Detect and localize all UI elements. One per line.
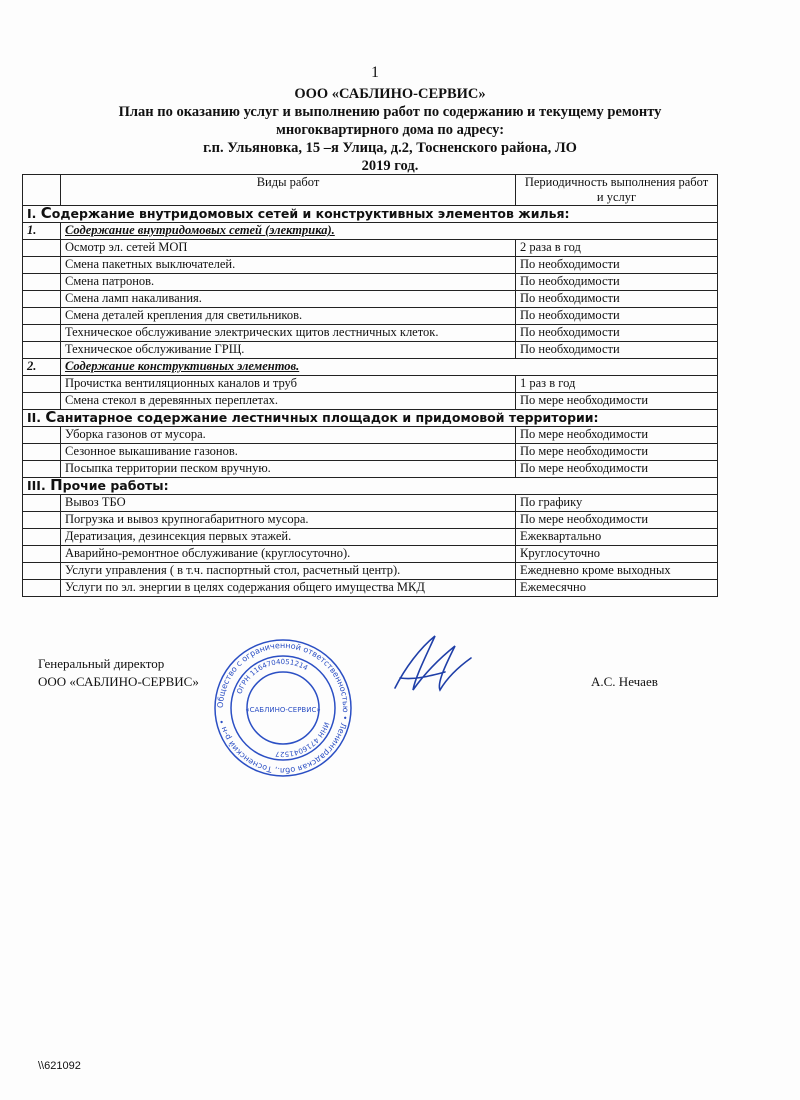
svg-text:«САБЛИНО-СЕРВИС»: «САБЛИНО-СЕРВИС» — [245, 706, 321, 714]
header-year: 2019 год. — [361, 158, 419, 174]
num-cell — [23, 291, 61, 308]
work-cell: Смена пакетных выключателей. — [61, 257, 516, 274]
section-row — [23, 478, 718, 495]
subsection-title: Содержание конструктивных элементов. — [61, 359, 718, 376]
period-cell: 1 раз в год — [516, 376, 718, 393]
page-number: 1 — [371, 64, 379, 81]
work-cell: Смена патронов. — [61, 274, 516, 291]
num-cell — [23, 546, 61, 563]
period-cell: По мере необходимости — [516, 393, 718, 410]
num-cell — [23, 376, 61, 393]
work-cell: Посыпка территории песком вручную. — [61, 461, 516, 478]
header-period-cell: Периодичность выполнения работ и услуг — [516, 175, 718, 206]
section-roman: I. — [27, 206, 37, 221]
table-row — [23, 376, 718, 393]
table-row — [23, 444, 718, 461]
period-cell: По мере необходимости — [516, 512, 718, 529]
work-cell: Уборка газонов от мусора. — [61, 427, 516, 444]
num-cell — [23, 274, 61, 291]
period-cell: Ежеквартально — [516, 529, 718, 546]
table-row — [23, 529, 718, 546]
company-stamp — [213, 638, 353, 778]
work-cell: Техническое обслуживание электрических щитов лестничных клеток. — [61, 325, 516, 342]
period-cell: По необходимости — [516, 325, 718, 342]
section-title-initial: С — [40, 205, 52, 222]
table-row — [23, 291, 718, 308]
table-row — [23, 461, 718, 478]
period-cell: По необходимости — [516, 274, 718, 291]
period-cell: Ежедневно кроме выходных — [516, 563, 718, 580]
section-row — [23, 410, 718, 427]
services-table — [22, 174, 718, 597]
signer-position: Генеральный директор — [38, 656, 165, 671]
header-line2: многоквартирного дома по адресу: — [275, 122, 505, 138]
table-row — [23, 325, 718, 342]
work-cell: Прочистка вентиляционных каналов и труб — [61, 376, 516, 393]
work-cell: Дератизация, дезинсекция первых этажей. — [61, 529, 516, 546]
header-company: ООО «САБЛИНО-СЕРВИС» — [294, 86, 486, 102]
table-row — [23, 393, 718, 410]
subsection-number: 2. — [23, 359, 61, 376]
num-cell — [23, 444, 61, 461]
period-cell: По необходимости — [516, 291, 718, 308]
subsection-title: Содержание внутридомовых сетей (электрика). — [61, 223, 718, 240]
period-cell: По необходимости — [516, 257, 718, 274]
num-cell — [23, 563, 61, 580]
header-work-cell: Виды работ — [61, 175, 516, 206]
period-cell: Ежемесячно — [516, 580, 718, 597]
table-row — [23, 563, 718, 580]
num-cell — [23, 393, 61, 410]
table-row — [23, 546, 718, 563]
work-cell: Вывоз ТБО — [61, 495, 516, 512]
work-cell: Услуги по эл. энергии в целях содержания общего имущества МКД — [61, 580, 516, 597]
period-cell: По мере необходимости — [516, 444, 718, 461]
table-row — [23, 512, 718, 529]
section-title — [23, 206, 718, 223]
num-cell — [23, 461, 61, 478]
table-row — [23, 580, 718, 597]
section-title-initial: П — [50, 477, 63, 494]
work-cell: Смена стекол в деревянных переплетах. — [61, 393, 516, 410]
work-cell: Погрузка и вывоз крупногабаритного мусора. — [61, 512, 516, 529]
section-roman: III. — [27, 478, 46, 493]
header-num-cell — [23, 175, 61, 206]
section-roman: II. — [27, 410, 42, 425]
subsection-row — [23, 359, 718, 376]
num-cell — [23, 529, 61, 546]
work-cell: Смена ламп накаливания. — [61, 291, 516, 308]
num-cell — [23, 240, 61, 257]
work-cell: Сезонное выкашивание газонов. — [61, 444, 516, 461]
section-title-rest: рочие работы: — [62, 478, 169, 493]
period-cell: Круглосуточно — [516, 546, 718, 563]
work-cell: Смена деталей крепления для светильников. — [61, 308, 516, 325]
table-row — [23, 495, 718, 512]
subsection-row — [23, 223, 718, 240]
num-cell — [23, 257, 61, 274]
subsection-number: 1. — [23, 223, 61, 240]
period-cell: По мере необходимости — [516, 461, 718, 478]
work-cell: Осмотр эл. сетей МОП — [61, 240, 516, 257]
period-cell: По графику — [516, 495, 718, 512]
table-row — [23, 274, 718, 291]
document-code: \\621092 — [38, 1060, 81, 1072]
section-title — [23, 410, 718, 427]
table-header-row — [23, 175, 718, 206]
section-row — [23, 206, 718, 223]
svg-text:ОГРН 1164704051214: ОГРН 1164704051214 — [235, 657, 310, 696]
num-cell — [23, 427, 61, 444]
table-row — [23, 427, 718, 444]
table-row — [23, 240, 718, 257]
num-cell — [23, 325, 61, 342]
work-cell: Услуги управления ( в т.ч. паспортный стол, расчетный центр). — [61, 563, 516, 580]
header-address: г.п. Ульяновка, 15 –я Улица, д.2, Тосненского района, ЛО — [203, 140, 577, 156]
section-title-initial: С — [45, 409, 57, 426]
num-cell — [23, 580, 61, 597]
table-row — [23, 308, 718, 325]
table-row — [23, 257, 718, 274]
header-line1: План по оказанию услуг и выполнению работ по содержанию и текущему ремонту — [118, 104, 662, 120]
director-signature — [385, 628, 475, 708]
period-cell: По необходимости — [516, 308, 718, 325]
num-cell — [23, 495, 61, 512]
svg-text:ИНН 4716041527: ИНН 4716041527 — [274, 720, 331, 759]
signer-company: ООО «САБЛИНО-СЕРВИС» — [38, 674, 199, 689]
svg-text:Общество с ограниченной ответс: Общество с ограниченной ответственностью • Ленинградская обл., Тосненский р-н • — [215, 640, 351, 776]
table-row — [23, 342, 718, 359]
section-title-rest: анитарное содержание лестничных площадок и придомовой территории: — [56, 410, 599, 425]
section-title-rest: одержание внутридомовых сетей и конструктивных элементов жилья: — [51, 206, 570, 221]
section-title — [23, 478, 718, 495]
period-cell: 2 раза в год — [516, 240, 718, 257]
signer-name: А.С. Нечаев — [591, 674, 658, 689]
work-cell: Техническое обслуживание ГРЩ. — [61, 342, 516, 359]
num-cell — [23, 512, 61, 529]
period-cell: По мере необходимости — [516, 427, 718, 444]
num-cell — [23, 308, 61, 325]
work-cell: Аварийно-ремонтное обслуживание (круглосуточно). — [61, 546, 516, 563]
period-cell: По необходимости — [516, 342, 718, 359]
num-cell — [23, 342, 61, 359]
